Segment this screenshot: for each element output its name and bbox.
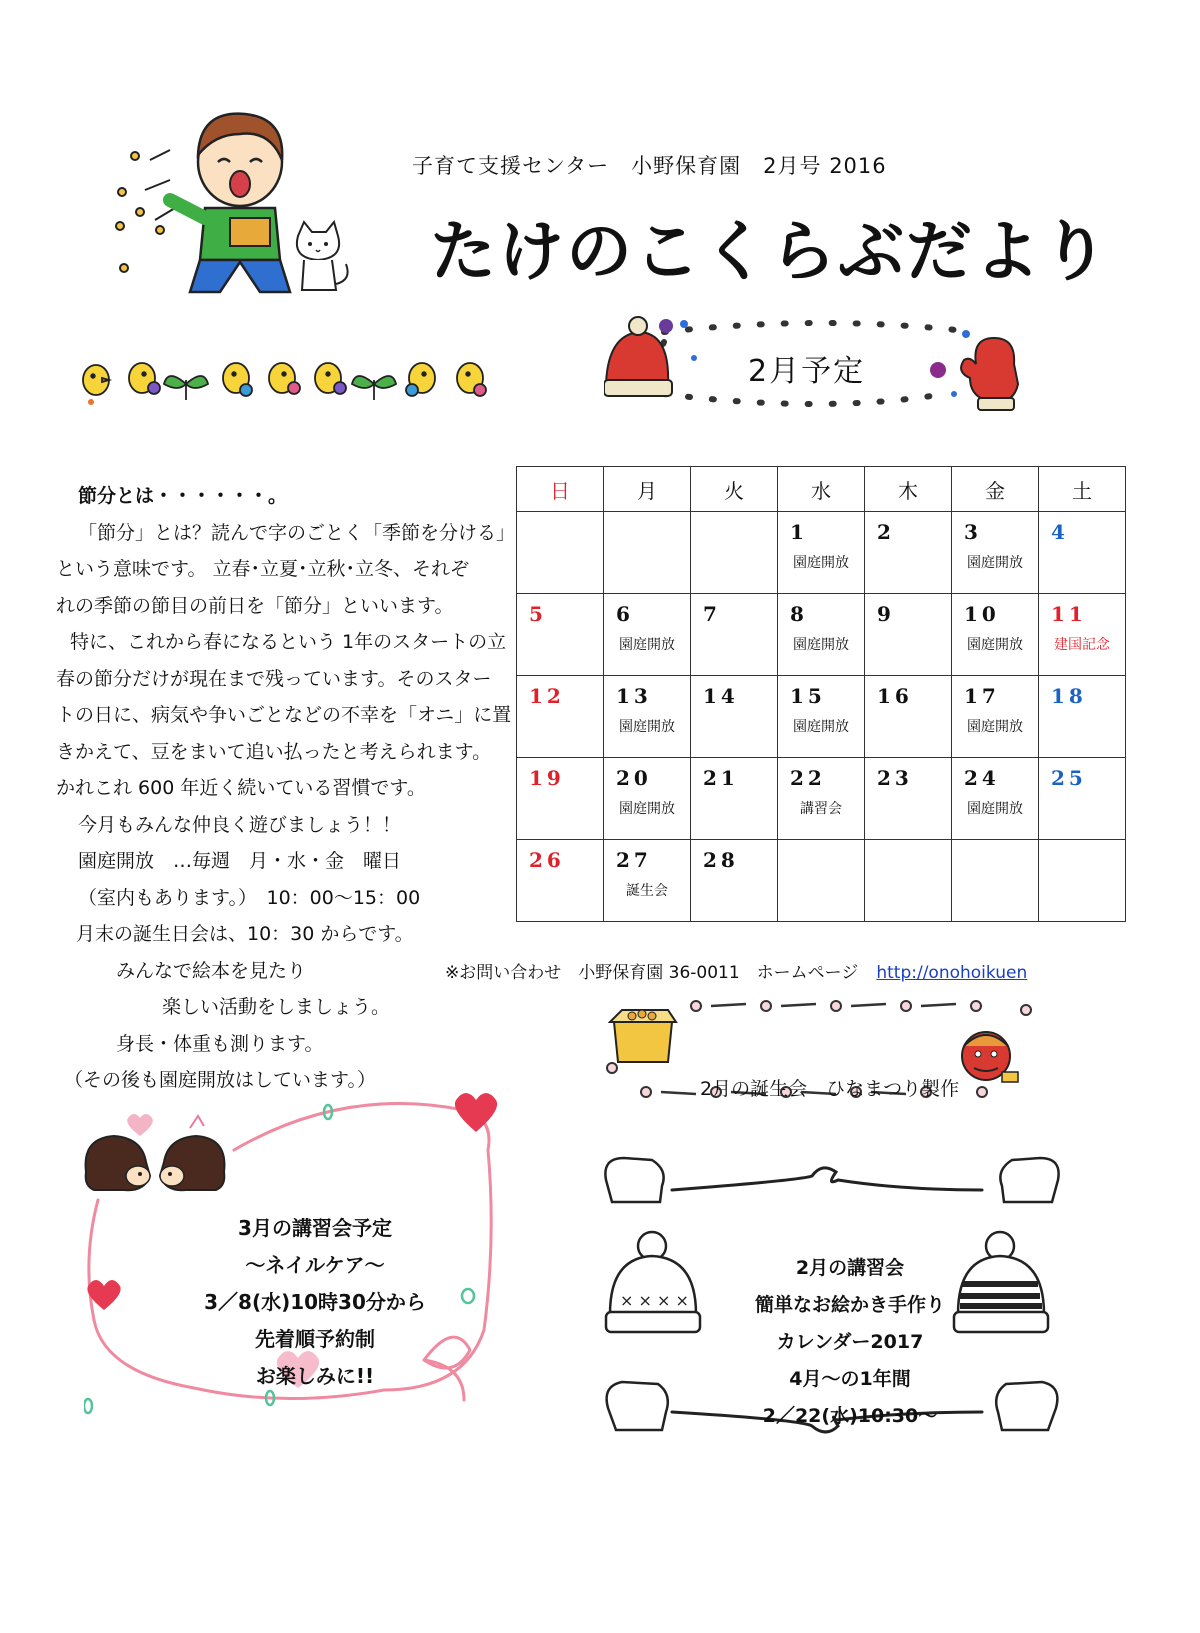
article-line: 今月もみんな仲良く遊びましょう！！: [78, 813, 402, 836]
calendar-day: 9: [865, 594, 952, 676]
calendar-day: 1 園庭開放: [778, 512, 865, 594]
calendar-day: 2: [865, 512, 952, 594]
calendar-week-3: [517, 676, 1126, 758]
calendar-day: 6 園庭開放: [604, 594, 691, 676]
calendar-day: 15 園庭開放: [778, 676, 865, 758]
calendar-day: 3 園庭開放: [952, 512, 1039, 594]
february-workshop-box: [700, 1250, 1000, 1435]
march-workshop-line: お楽しみに!!: [255, 1364, 375, 1388]
article-line: きかえて、豆をまいて追い払ったと考えられます。: [56, 740, 492, 763]
calendar-day: 5: [517, 594, 604, 676]
weekday-thu: 木: [865, 467, 952, 512]
calendar-day: 13 園庭開放: [604, 676, 691, 758]
svg-text:× × × ×: × × × ×: [620, 1291, 689, 1310]
calendar-day: 7: [691, 594, 778, 676]
calendar-day: 24 園庭開放: [952, 758, 1039, 840]
calendar-event: 園庭開放: [793, 637, 849, 653]
article-line: 特に、これから春になるという 1年のスタートの立: [70, 631, 507, 653]
calendar-event: 誕生会: [626, 883, 668, 899]
boy-throwing-beans-icon: [100, 100, 370, 300]
calendar-event: 講習会: [800, 801, 842, 817]
calendar-week-5: [517, 840, 1126, 922]
calendar-event: 園庭開放: [619, 637, 675, 653]
calendar-week-2: [517, 594, 1126, 676]
february-calendar: [516, 466, 1126, 922]
calendar-day: 10 園庭開放: [952, 594, 1039, 676]
weekday-sun: 日: [517, 467, 604, 512]
weekday-fri: 金: [952, 467, 1039, 512]
birthday-notice: 2月の誕生会 ひなまつり製作: [700, 1078, 960, 1100]
march-workshop-box: [160, 1210, 470, 1395]
calendar-day: [604, 512, 691, 594]
calendar-day: 22 講習会: [778, 758, 865, 840]
calendar-week-4: [517, 758, 1126, 840]
calendar-day: 14: [691, 676, 778, 758]
feb-workshop-line: 簡単なお絵かき手作り: [754, 1294, 945, 1316]
feb-workshop-line: カレンダー2017: [776, 1331, 924, 1353]
article-heading: 節分とは・・・・・・。: [78, 485, 288, 507]
calendar-event: 園庭開放: [967, 801, 1023, 817]
calendar-day: 19: [517, 758, 604, 840]
homepage-link[interactable]: http://onohoikuen: [876, 963, 1028, 983]
header-subtitle: 子育て支援センター 小野保育園 2月号 2016: [412, 154, 887, 178]
article-line: 園庭開放 …毎週 月・水・金 曜日: [78, 850, 402, 872]
calendar-day: [865, 840, 952, 922]
article-line: 春の節分だけが現在まで残っています。そのスター: [56, 667, 492, 690]
march-workshop-line: ～ネイルケア～: [245, 1253, 385, 1277]
setsubun-article: [56, 478, 516, 1099]
weekday-mon: 月: [604, 467, 691, 512]
article-line: かれこれ 600 年近く続いている習慣です。: [56, 777, 426, 799]
calendar-event: 園庭開放: [793, 555, 849, 571]
calendar-day: 12: [517, 676, 604, 758]
calendar-event: 園庭開放: [967, 555, 1023, 571]
calendar-day: 21: [691, 758, 778, 840]
calendar-day: 18: [1039, 676, 1126, 758]
calendar-day: [778, 840, 865, 922]
article-line: （室内もあります。） 10：00～15：00: [78, 886, 421, 909]
calendar-day: 11 建国記念: [1039, 594, 1126, 676]
calendar-day: 26: [517, 840, 604, 922]
weekday-tue: 火: [691, 467, 778, 512]
weekday-header-row: [517, 467, 1126, 512]
march-workshop-line: 3／8(水)10時30分から: [204, 1290, 426, 1314]
contact-info: [445, 958, 1027, 983]
article-line: 月末の誕生日会は、10：30 からです。: [76, 923, 414, 945]
weekday-wed: 水: [778, 467, 865, 512]
calendar-day: 17 園庭開放: [952, 676, 1039, 758]
contact-text: ※お問い合わせ 小野保育園 36-0011 ホームページ: [445, 963, 859, 983]
calendar-event: 園庭開放: [619, 801, 675, 817]
calendar-day: 28: [691, 840, 778, 922]
calendar-day: [1039, 840, 1126, 922]
calendar-day: 4: [1039, 512, 1126, 594]
article-line: みんなで絵本を見たり: [116, 959, 307, 982]
chicks-row-icon: [76, 350, 506, 410]
march-workshop-line: 先着順予約制: [255, 1327, 375, 1351]
march-workshop-line: 3月の講習会予定: [238, 1216, 392, 1240]
weekday-sat: 土: [1039, 467, 1126, 512]
article-line: 「節分」とは？読んで字のごとく「季節を分ける」: [78, 521, 516, 544]
calendar-day: 23: [865, 758, 952, 840]
feb-workshop-line: 4月～の1年間: [789, 1368, 911, 1390]
feb-workshop-line: 2／22(水)10:30～: [762, 1405, 938, 1427]
article-line: （その後も園庭開放はしています。）: [64, 1069, 376, 1091]
calendar-event: 園庭開放: [793, 719, 849, 735]
article-line: 楽しい活動をしましょう。: [162, 996, 391, 1018]
calendar-event: 園庭開放: [619, 719, 675, 735]
article-line: 身長・体重も測ります。: [116, 1032, 324, 1055]
calendar-day: 20 園庭開放: [604, 758, 691, 840]
calendar-day: 25: [1039, 758, 1126, 840]
feb-workshop-line: 2月の講習会: [795, 1257, 905, 1279]
calendar-event: 建国記念: [1054, 637, 1110, 653]
article-line: れの季節の節目の前日を「節分」といいます。: [56, 594, 454, 617]
article-line: という意味です。 立春･立夏･立秋･立冬、それぞ: [56, 558, 470, 580]
calendar-day: 16: [865, 676, 952, 758]
calendar-day: [517, 512, 604, 594]
calendar-day: [952, 840, 1039, 922]
article-line: トの日に、病気や争いごとなどの不幸を「オニ」に置: [56, 704, 512, 726]
calendar-day: [691, 512, 778, 594]
calendar-day: 27 誕生会: [604, 840, 691, 922]
page-title: たけのこくらぶだより: [430, 213, 1110, 290]
schedule-label: 2月予定: [748, 354, 866, 389]
calendar-week-1: [517, 512, 1126, 594]
calendar-event: 園庭開放: [967, 637, 1023, 653]
calendar-event: 園庭開放: [967, 719, 1023, 735]
calendar-day: 8 園庭開放: [778, 594, 865, 676]
